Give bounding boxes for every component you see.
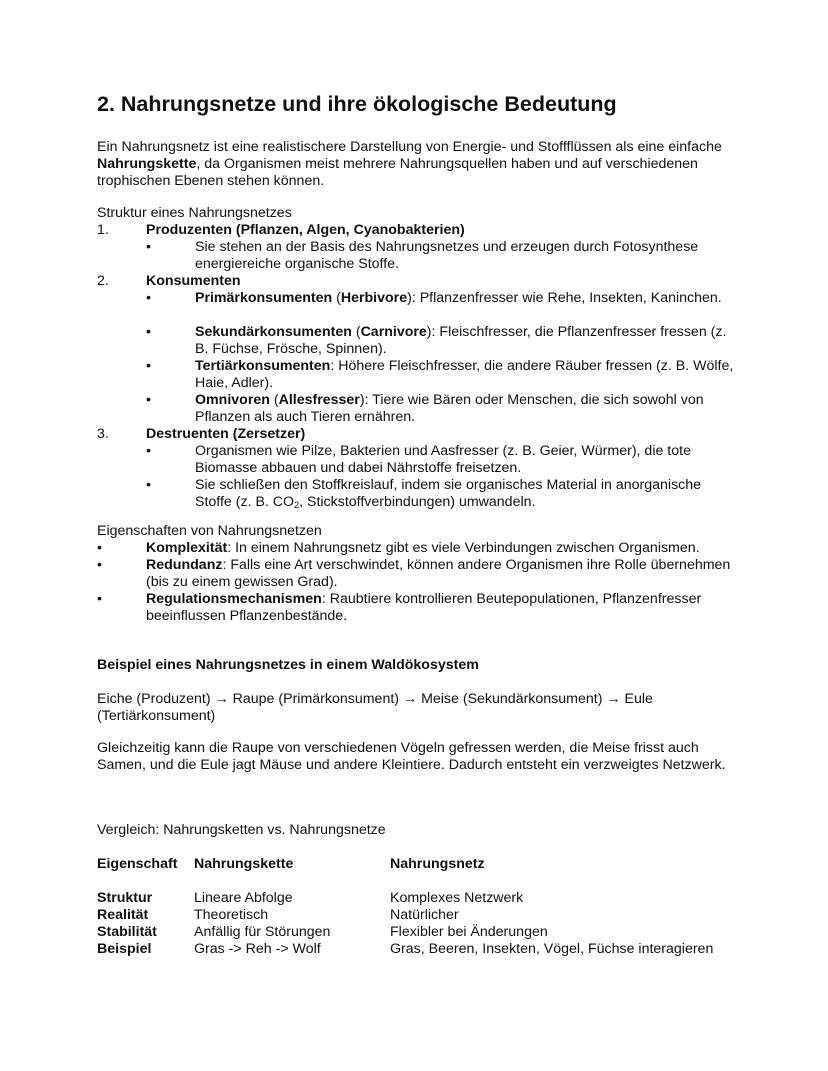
list-number: 2. bbox=[97, 273, 109, 289]
text: ): Fleischfresser, die Pflanzenfresser fressen (z. B. Füchse, Frösche, Spinnen). bbox=[195, 324, 727, 357]
text: ( bbox=[269, 392, 279, 408]
bold-term: Sekundärkonsumenten bbox=[195, 324, 352, 340]
bullet: • bbox=[146, 290, 151, 306]
bullet: • bbox=[97, 540, 102, 556]
text: : Höhere Fleischfresser, die andere Räuber fressen (z. B. Wölfe, Haie, Adler). bbox=[195, 358, 734, 391]
bullet-text bbox=[195, 477, 735, 511]
table-cell: Lineare Abfolge bbox=[194, 890, 293, 906]
comparison-table bbox=[97, 856, 737, 966]
table-cell: Gras, Beeren, Insekten, Vögel, Füchse interagieren bbox=[390, 941, 714, 957]
comparison-heading: Vergleich: Nahrungsketten vs. Nahrungsnetze bbox=[97, 822, 386, 838]
text: Sie schließen den Stoffkreislauf, indem sie organisches Material in anorganische Stoffe (z. B. CO bbox=[195, 477, 702, 510]
table-cell: Natürlicher bbox=[390, 907, 459, 923]
intro-paragraph bbox=[97, 139, 737, 190]
table-cell: Struktur bbox=[97, 890, 153, 906]
structure-heading: Struktur eines Nahrungsnetzes bbox=[97, 205, 292, 221]
text: : Falls eine Art verschwindet, können andere Organismen ihre Rolle übernehmen (bis zu einem gewissen Grad). bbox=[146, 557, 731, 590]
bullet-text: Organismen wie Pilze, Bakterien und Aasfresser (z. B. Geier, Würmer), die tote Biomasse abbauen und dabei Nährstoffe freisetzen. bbox=[195, 443, 691, 476]
table-cell: Anfällig für Störungen bbox=[194, 924, 331, 940]
text: ( bbox=[351, 324, 361, 340]
bullet-text bbox=[195, 290, 735, 307]
bold-term: Komplexität bbox=[146, 540, 228, 556]
bullet: • bbox=[146, 324, 151, 340]
page-title: 2. Nahrungsnetze und ihre ökologische Bedeutung bbox=[97, 92, 617, 116]
subscript: 2 bbox=[294, 500, 300, 510]
bold-term: Tertiärkonsumenten bbox=[195, 358, 331, 374]
bullet-text bbox=[146, 591, 736, 625]
text: : Raubtiere kontrollieren Beutepopulationen, Pflanzenfresser beeinflussen Pflanzenbestände. bbox=[146, 591, 702, 624]
list-number: 1. bbox=[97, 222, 109, 238]
bold-term: Carnivore bbox=[360, 324, 427, 340]
table-header: Eigenschaft bbox=[97, 856, 178, 872]
list-item-label: Produzenten (Pflanzen, Algen, Cyanobakterien) bbox=[146, 222, 465, 238]
properties-heading: Eigenschaften von Nahrungsnetzen bbox=[97, 523, 322, 539]
bold-term: Regulationsmechanismen bbox=[146, 591, 322, 607]
list-item-label: Destruenten (Zersetzer) bbox=[146, 426, 306, 442]
bullet: • bbox=[97, 591, 102, 607]
bullet-text bbox=[195, 358, 735, 392]
bullet-text bbox=[146, 557, 736, 591]
intro-text-1: Ein Nahrungsnetz ist eine realistischere Darstellung von Energie- und Stoffflüssen als eine einfache bbox=[97, 139, 722, 155]
table-cell: Beispiel bbox=[97, 941, 152, 957]
list-item-label: Konsumenten bbox=[146, 273, 241, 289]
bold-term: Redundanz bbox=[146, 557, 223, 573]
bullet: • bbox=[146, 239, 151, 255]
intro-bold-term: Nahrungskette bbox=[97, 156, 197, 172]
text: ): Pflanzenfresser wie Rehe, Insekten, Kaninchen. bbox=[407, 290, 722, 306]
table-header: Nahrungskette bbox=[194, 856, 294, 872]
table-cell: Realität bbox=[97, 907, 149, 923]
example-paragraph: Gleichzeitig kann die Raupe von verschiedenen Vögeln gefressen werden, die Meise frisst auch Samen, und die Eule jagt Mäuse und andere Kleintiere. Dadurch entsteht ein verzweigtes Netzwerk. bbox=[97, 740, 726, 773]
table-cell: Gras -> Reh -> Wolf bbox=[194, 941, 321, 957]
table-cell: Komplexes Netzwerk bbox=[390, 890, 524, 906]
text: : In einem Nahrungsnetz gibt es viele Verbindungen zwischen Organismen. bbox=[227, 540, 700, 556]
table-cell: Stabilität bbox=[97, 924, 157, 940]
bullet: • bbox=[146, 358, 151, 374]
intro-text-2: , da Organismen meist mehrere Nahrungsquellen haben und auf verschiedenen trophischen Ebenen stehen können. bbox=[97, 156, 698, 189]
text: , Stickstoffverbindungen) umwandeln. bbox=[299, 494, 536, 510]
bullet: • bbox=[97, 557, 102, 573]
table-cell: Flexibler bei Änderungen bbox=[390, 924, 548, 940]
example-chain: Eiche (Produzent) → Raupe (Primärkonsument) → Meise (Sekundärkonsument) → Eule (Tertiärkonsument) bbox=[97, 691, 653, 724]
text: ): Tiere wie Bären oder Menschen, die sich sowohl von Pflanzen als auch Tieren ernähren. bbox=[195, 392, 704, 425]
bullet-text bbox=[195, 392, 735, 426]
list-number: 3. bbox=[97, 426, 109, 442]
text: ( bbox=[332, 290, 341, 306]
properties-list bbox=[97, 540, 737, 630]
bold-term: Allesfresser bbox=[278, 392, 360, 408]
table-cell: Theoretisch bbox=[194, 907, 269, 923]
bullet: • bbox=[146, 477, 151, 493]
bullet: • bbox=[146, 392, 151, 408]
bullet-text: Sie stehen an der Basis des Nahrungsnetzes und erzeugen durch Fotosynthese energiereiche organische Stoffe. bbox=[195, 239, 699, 272]
bullet-text bbox=[146, 540, 736, 557]
table-header: Nahrungsnetz bbox=[390, 856, 485, 872]
example-heading: Beispiel eines Nahrungsnetzes in einem Waldökosystem bbox=[97, 657, 479, 673]
bold-term: Omnivoren bbox=[195, 392, 270, 408]
bullet-text bbox=[195, 324, 735, 358]
bold-term: Herbivore bbox=[340, 290, 408, 306]
bullet: • bbox=[146, 443, 151, 459]
structure-list bbox=[97, 222, 737, 522]
bold-term: Primärkonsumenten bbox=[195, 290, 333, 306]
